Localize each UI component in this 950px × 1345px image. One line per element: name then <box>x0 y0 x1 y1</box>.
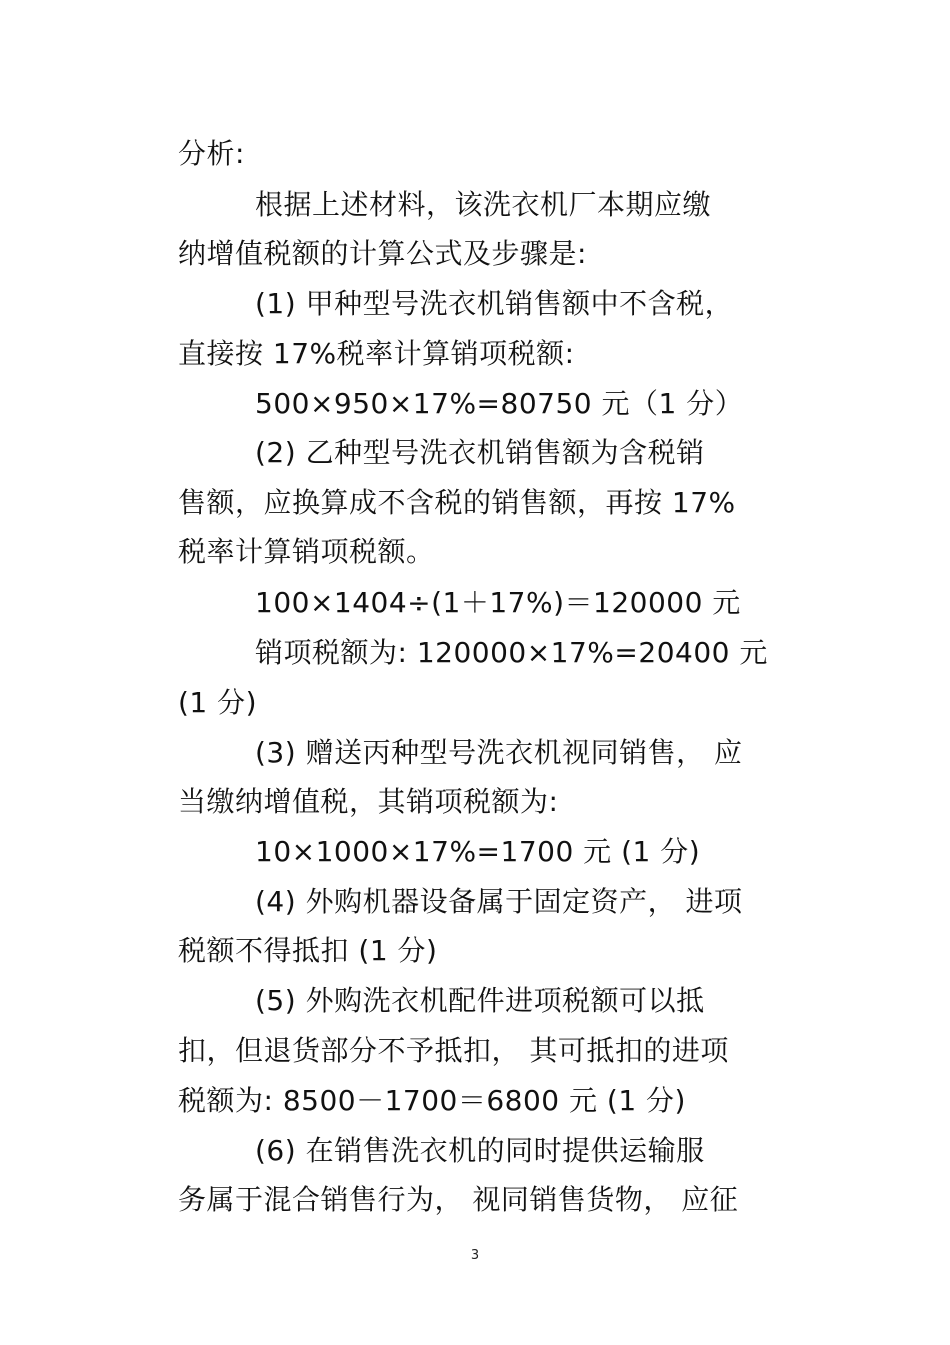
formula-line: 10×1000×17%=1700 元 (1 分) <box>255 835 701 868</box>
paragraph-line: 当缴纳增值税，其销项税额为: <box>178 785 559 818</box>
paragraph-line: (1) 甲种型号洗衣机销售额中不含税， <box>255 287 734 320</box>
formula-line: 500×950×17%=80750 元（1 分） <box>255 387 744 420</box>
paragraph-line: 纳增值税额的计算公式及步骤是: <box>178 237 587 270</box>
paragraph-line: 务属于混合销售行为， 视同销售货物， 应征 <box>178 1183 739 1216</box>
formula-line: 100×1404÷(1＋17%)＝120000 元 <box>255 586 741 619</box>
paragraph-line: (6) 在销售洗衣机的同时提供运输服 <box>255 1134 705 1167</box>
paragraph-line: 扣，但退货部分不予抵扣， 其可抵扣的进项 <box>178 1034 729 1067</box>
paragraph-line: 直接按 17%税率计算销项税额: <box>178 337 575 370</box>
paragraph-line: 根据上述材料，该洗衣机厂本期应缴 <box>255 188 712 221</box>
paragraph-line: (4) 外购机器设备属于固定资产， 进项 <box>255 885 743 918</box>
heading-analysis: 分析: <box>178 137 245 170</box>
formula-line: 税额为: 8500－1700＝6800 元 (1 分) <box>178 1084 686 1117</box>
paragraph-line: (3) 赠送丙种型号洗衣机视同销售， 应 <box>255 736 743 769</box>
formula-line: 销项税额为: 120000×17%=20400 元 <box>255 636 768 669</box>
score-line: (1 分) <box>178 686 258 719</box>
paragraph-line: 税额不得抵扣 (1 分) <box>178 934 438 967</box>
paragraph-line: (5) 外购洗衣机配件进项税额可以抵 <box>255 984 705 1017</box>
paragraph-line: 税率计算销项税额。 <box>178 535 435 568</box>
paragraph-line: 售额，应换算成不含税的销售额，再按 17% <box>178 486 736 519</box>
paragraph-line: (2) 乙种型号洗衣机销售额为含税销 <box>255 436 705 469</box>
page-number: 3 <box>470 1248 480 1263</box>
